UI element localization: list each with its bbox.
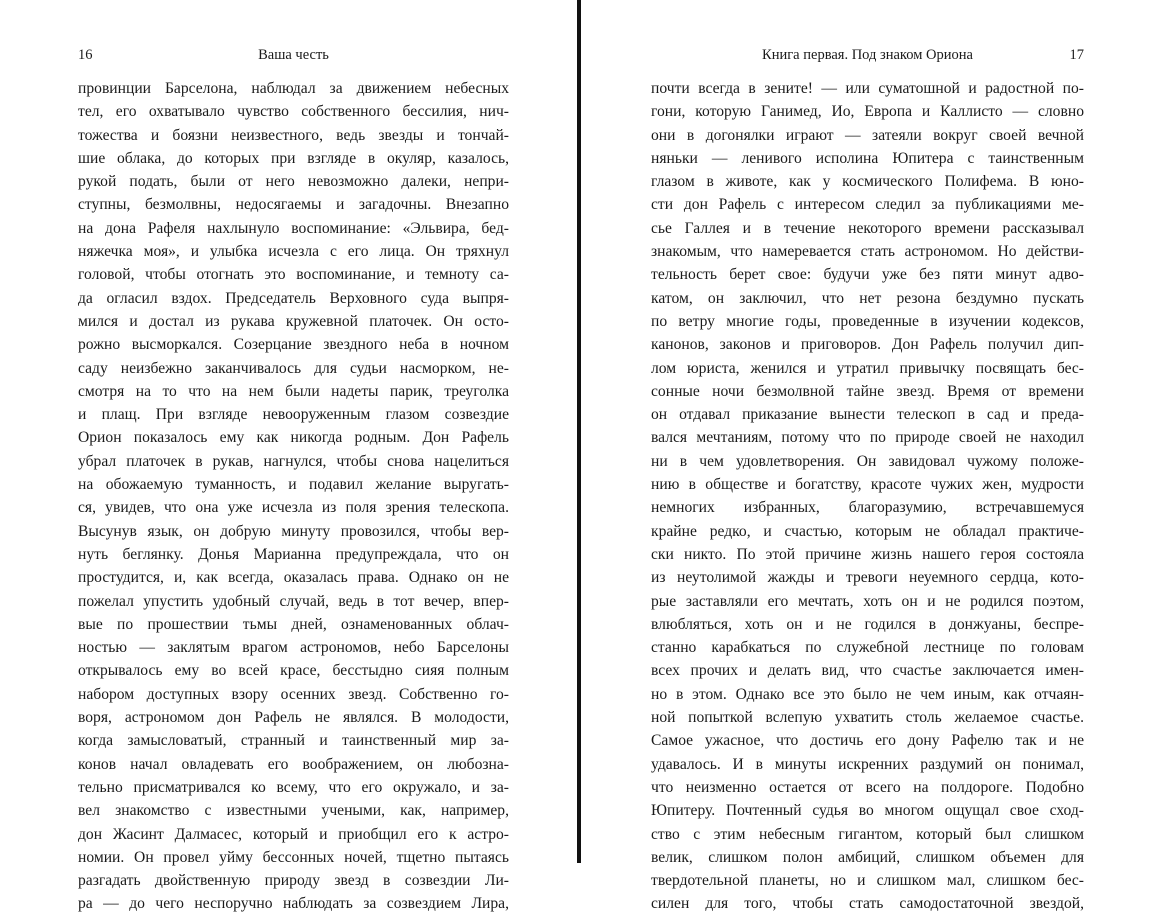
text-line: ски никто. По этой причине жизнь нашего героя состояла (651, 545, 1084, 563)
text-line: Высунув язык, он добрую минуту провозился, чтобы вер- (78, 522, 509, 540)
text-line: знакомым, что намеревается стать астрономом. Но действи- (651, 243, 1084, 261)
running-title: Ваша честь (258, 47, 329, 63)
text-line: ра — до чего неспоручно наблюдать за созвездием Лира, (78, 895, 509, 913)
text-line: глазом в животе, как у космического Полифема. В юно- (651, 173, 1084, 191)
text-line: воря, астрономом дон Рафель не являлся. В молодости, (78, 709, 509, 727)
text-line: вел знакомство с известными учеными, как, например, (78, 802, 509, 820)
page-number: 16 (78, 47, 93, 63)
text-line: саду неизбежно заканчивалось для судьи насморком, не- (78, 359, 509, 377)
text-line: немногих избранных, благоразумию, встречавшемуся (651, 499, 1084, 517)
text-line: головой, чтобы отогнать это воспоминание, и темноту са- (78, 266, 509, 284)
text-line: но в этом. Однако все это было не чем иным, как отчаян- (651, 685, 1084, 703)
text-line: дон Жасинт Далмасес, который и приобщил его к астро- (78, 825, 509, 843)
text-line: канонов, законов и приговоров. Дон Рафель получил дип- (651, 336, 1084, 354)
text-line: когда замысловатый, странный и таинственный мир за- (78, 732, 509, 750)
text-line: сье Галлея и в течение некоторого времени рассказывал (651, 219, 1084, 237)
text-line: силен для того, чтобы стать самодостаточной звездой, (651, 895, 1084, 913)
text-line: Орион показалось ему как никогда родным. Дон Рафель (78, 429, 509, 447)
text-line: набором доступных взору осенних звезд. Собственно го- (78, 685, 509, 703)
text-line: открывалось ему во всей красе, бесстыдно сияя полным (78, 662, 509, 680)
text-line: ни в чем удовлетворения. Он завидовал чужому положе- (651, 452, 1084, 470)
left-page-header (78, 45, 509, 65)
text-line: ной попыткой вслепую ухватить столь желаемое счастье. (651, 709, 1084, 727)
text-line: нию в обществе и богатству, красоте чужих жен, мудрости (651, 476, 1084, 494)
text-line: почти всегда в зените! — или суматошной и радостной по- (651, 80, 1084, 97)
text-line: вые по прошествии тьмы дней, ознаменованных облач- (78, 615, 509, 633)
text-line: гони, которую Ганимед, Ио, Европа и Каллисто — словно (651, 103, 1084, 121)
left-page (0, 0, 577, 913)
text-line: удавалось. И в минуты искренних раздумий он понимал, (651, 755, 1084, 773)
text-line: тельность берет свое: будучи уже без пяти минут адво- (651, 266, 1084, 284)
text-line: мился и достал из рукава кружевной платочек. Он осто- (78, 312, 509, 330)
text-line: на дона Рафеля нахлынуло воспоминание: «Эльвира, бед- (78, 219, 509, 237)
text-line: тел, его охватывало чувство собственного бессилия, нич- (78, 103, 509, 121)
text-line: велик, слишком полон амбиций, слишком объемен для (651, 848, 1084, 866)
text-line: ство с этим небесным гигантом, который был слишком (651, 825, 1084, 843)
text-line: и плащ. При взгляде невооруженным глазом созвездие (78, 406, 509, 424)
text-line: всех прочих и делать вид, что счастье заключается имен- (651, 662, 1084, 680)
text-line: рые заставляли его мечтать, хоть он и не родился поэтом, (651, 592, 1084, 610)
left-page-text (78, 77, 509, 916)
text-line: шие облака, до которых при взгляде в окуляр, казалось, (78, 149, 509, 167)
text-line: из неутолимой жажды и тревоги неуемного сердца, кото- (651, 569, 1084, 587)
right-page-header (651, 45, 1084, 65)
text-line: сти дон Рафель с интересом следил за публикациями ме- (651, 196, 1084, 214)
text-line: лом юриста, женился и утратил привычку посвящать бес- (651, 359, 1084, 377)
text-line: ступны, безмолвны, недосягаемы и загадочны. Внезапно (78, 196, 509, 214)
text-line: рукой подать, были от него невозможно далеки, непри- (78, 173, 509, 191)
text-line: твердотельной планеты, но и слишком мал, слишком бес- (651, 872, 1084, 890)
text-line: нуть беглянку. Донья Марианна предупреждала, что он (78, 545, 509, 563)
text-line: по ветру многие годы, проведенные в изучении кодексов, (651, 312, 1084, 330)
running-title: Книга первая. Под знаком Ориона (762, 47, 973, 63)
text-line: няжечка моя», и улыбка исчезла с его лица. Он тряхнул (78, 243, 509, 261)
text-line: на обожаемую туманность, и подавил желание выругать- (78, 476, 509, 494)
text-line: простудится, и, как всегда, оказалась права. Однако он не (78, 569, 509, 587)
text-line: номии. Он провел уйму бессонных ночей, тщетно пытаясь (78, 848, 509, 866)
text-line: что неизменно остается от всего на полдороге. Подобно (651, 778, 1084, 796)
text-line: вался мечтаниям, потому что по природе своей не находил (651, 429, 1084, 447)
text-line: пожелал упустить удобный случай, ведь в тот вечер, впер- (78, 592, 509, 610)
text-line: они в догонялки играют — затеяли вокруг своей вечной (651, 126, 1084, 144)
text-line: станно карабкаться по служебной лестнице по головам (651, 639, 1084, 657)
text-line: Юпитеру. Почтенный судья во многом ощущал свое сход- (651, 802, 1084, 820)
right-page-text (651, 77, 1084, 916)
page-number: 17 (1069, 47, 1084, 63)
text-line: тельно присматривался ко всему, что его окружало, и за- (78, 778, 509, 796)
right-page (581, 0, 1156, 913)
text-line: ностью — заклятым врагом астрономов, небо Барселоны (78, 639, 509, 657)
text-line: катом, он заключил, что нет резона бездумно пускать (651, 289, 1084, 307)
text-line: влюбляться, хоть он и не годился в донжуаны, беспре- (651, 615, 1084, 633)
text-line: провинции Барселона, наблюдал за движением небесных (78, 80, 509, 97)
text-line: да огласил вздох. Председатель Верховного суда выпря- (78, 289, 509, 307)
text-line: няньки — ленивого исполина Юпитера с таинственным (651, 149, 1084, 167)
text-line: рожно высморкался. Созерцание звездного неба в ночном (78, 336, 509, 354)
text-line: конов начал овладевать его воображением, он любозна- (78, 755, 509, 773)
text-line: тожества и боязни неизвестного, ведь звезды и тончай- (78, 126, 509, 144)
text-line: сонные ночи безмолвной тайне звезд. Время от времени (651, 382, 1084, 400)
text-line: ся, увидев, что она уже исчезла из поля зрения телескопа. (78, 499, 509, 517)
text-line: он отдавал приказание вынести телескоп в сад и преда- (651, 406, 1084, 424)
text-line: крайне редко, и счастью, которым не обладал практиче- (651, 522, 1084, 540)
text-line: Самое ужасное, что достичь его дону Рафелю так и не (651, 732, 1084, 750)
text-line: смотря на то что на нем были надеты парик, треуголка (78, 382, 509, 400)
text-line: разгадать двойственную природу звезд в созвездии Ли- (78, 872, 509, 890)
text-line: убрал платочек в рукав, нагнулся, чтобы снова нацелиться (78, 452, 509, 470)
